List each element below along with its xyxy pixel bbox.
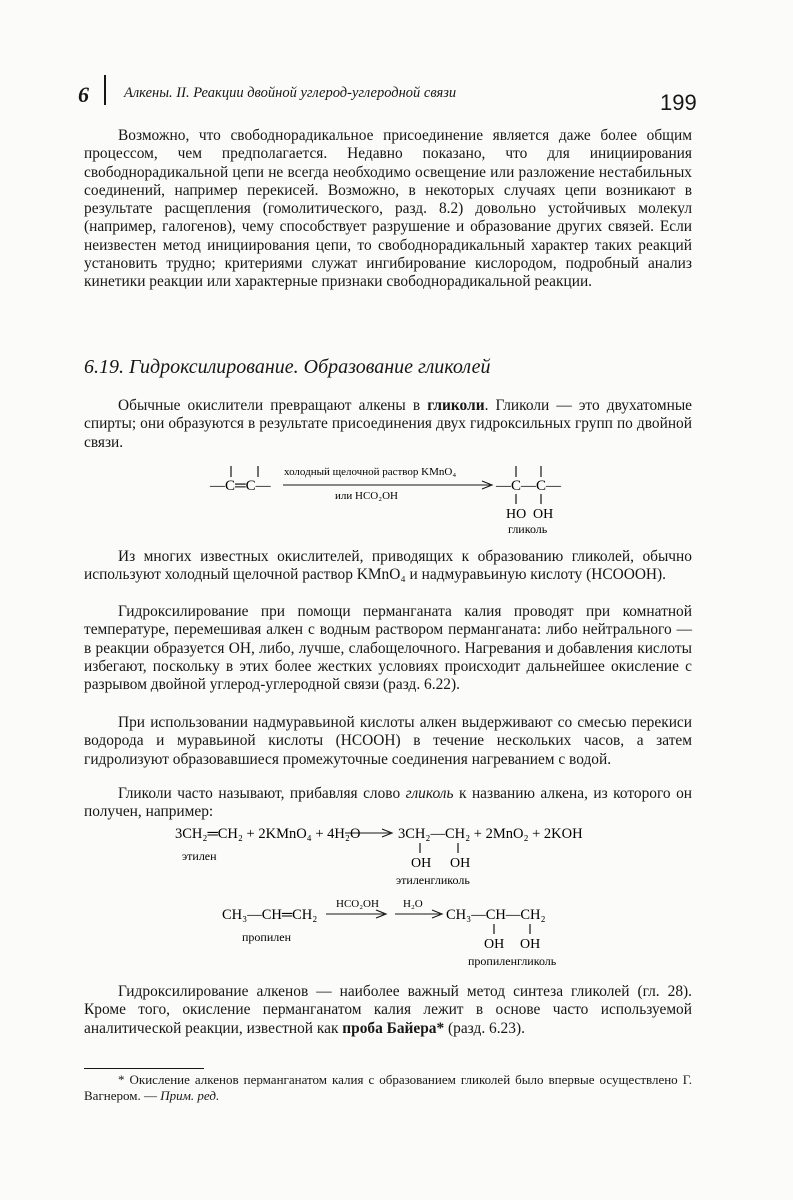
intro-paragraph: Возможно, что свободнорадикальное присоединение является даже более общим процессом, чем предполагается. Недавно показано, что для инициирования свободнорадикальной цепи не всегда необходимо освещение или разложение нестабильных соединений, например перекисей. Возможно, в некоторых случаях цепи возникают в результате расщепления (гомолитического, разд. 8.2) довольно устойчивых молекул (например, галогенов), чему способствует разрушение и образование других связей. Если неизвестен метод инициирования цепи, то свободнорадикальный характер таких реакций установить трудно; критериями служат ингибирование кислородом, подробный анализ кинетики реакции или характерные признаки свободнорадикальной реакции. bbox=[84, 127, 692, 291]
propylene-oh-1: OH bbox=[484, 937, 505, 952]
page-number: 199 bbox=[660, 90, 697, 115]
glycol-formula: —C—C— bbox=[496, 478, 562, 494]
p5-after: к названию алкена, из которого он получен, например: bbox=[84, 785, 693, 821]
ethylene-glycol-label: этиленгликоль bbox=[396, 873, 470, 887]
propylene-glycol-label: пропиленгликоль bbox=[468, 954, 557, 968]
paragraph-permanganate: Гидроксилирование при помощи перманганата калия проводят при комнатной температуре, перемешивая алкен с водным раствором перманганата: либо нейтрального — в реакции образуется OH, либо, лучше, слабощелочного. Нагревания и добавления кислоты избегают, поскольку в этих более жестких условиях происходит дальнейшее окисление с разрывом двойной углерод-углеродной связи (разд. 6.22). bbox=[84, 603, 692, 694]
ethylene-label: этилен bbox=[182, 849, 217, 863]
chapter-number: 6 bbox=[78, 82, 89, 107]
footnote bbox=[84, 1072, 692, 1104]
running-title: Алкены. II. Реакции двойной углерод-углеродной связи bbox=[124, 85, 457, 101]
ethylene-equation-left: 3CH₂═CH₂ + 2KMnO₄ + 4H₂O bbox=[175, 826, 361, 842]
reagent-water: H₂O bbox=[403, 898, 423, 910]
p1-before: Обычные окислители превращают алкены в bbox=[118, 397, 428, 414]
paragraph-naming bbox=[84, 785, 692, 822]
scheme-general bbox=[0, 458, 793, 538]
ethylene-oh-1: OH bbox=[411, 856, 432, 871]
alkene-formula: —C═C— bbox=[210, 478, 271, 494]
glycol-label: гликоль bbox=[508, 522, 548, 536]
ethylene-equation-right: 3CH₂—CH₂ + 2MnO₂ + 2KOH bbox=[398, 826, 583, 842]
ho-group: HO bbox=[506, 507, 527, 522]
reagent-top: холодный щелочной раствор KMnO₄ bbox=[284, 466, 457, 478]
propylene-oh-2: OH bbox=[520, 937, 541, 952]
p1-after: . Гликоли — это двухатомные спирты; они образуются в результате присоединения двух гидроксильных групп по двойной связи. bbox=[84, 397, 692, 451]
p5-before: Гликоли часто называют, прибавляя слово bbox=[118, 785, 406, 802]
footnote-rule bbox=[84, 1068, 204, 1069]
p6-after: (разд. 6.23). bbox=[444, 1019, 525, 1037]
paragraph-performic: При использовании надмуравьиной кислоты алкен выдерживают со смесью перекиси водорода и муравьиной кислоты (HCOOH) в течение нескольких часов, а затем гидролизуют образовавшиеся промежуточные соединения нагреванием с водой. bbox=[84, 714, 692, 768]
propylene-label: пропилен bbox=[242, 930, 292, 944]
header-divider bbox=[104, 75, 106, 105]
scheme-ethylene bbox=[0, 820, 793, 892]
p6-before: Гидроксилирование алкенов — наиболее важный метод синтеза гликолей (гл. 28). Кроме того, окисление перманганатом калия лежит в основе часто используемой аналитической реакции, известной как bbox=[84, 983, 692, 1037]
oh-group: OH bbox=[533, 507, 554, 522]
term-glycol: гликоль bbox=[405, 785, 454, 802]
paragraph-oxidants: Из многих известных окислителей, приводящих к образованию гликолей, обычно используют холодный щелочной раствор KMnO₄ и надмуравьиную кислоту (HCOOOH). bbox=[84, 548, 692, 584]
reagent-bottom: или HCO₂OH bbox=[335, 490, 398, 502]
footnote-text: * Окисление алкенов перманганатом калия с образованием гликолей было впервые осуществлено Г. Вагнером. — bbox=[84, 1072, 692, 1103]
section-title: 6.19. Гидроксилирование. Образование гликолей bbox=[84, 356, 491, 378]
reagent-performic: HCO₂OH bbox=[336, 898, 379, 910]
term-glycols: гликоли bbox=[427, 397, 485, 414]
paragraph-summary bbox=[84, 983, 692, 1038]
footnote-editor-note: Прим. ред. bbox=[160, 1088, 220, 1103]
propylene-glycol-formula: CH₃—CH—CH₂ bbox=[446, 907, 546, 923]
propylene-formula: CH₃—CH═CH₂ bbox=[222, 907, 318, 923]
term-baeyer-test: проба Байера* bbox=[342, 1019, 445, 1037]
paragraph-glycols bbox=[84, 397, 692, 452]
ethylene-oh-2: OH bbox=[450, 856, 471, 871]
scheme-propylene bbox=[0, 893, 793, 973]
